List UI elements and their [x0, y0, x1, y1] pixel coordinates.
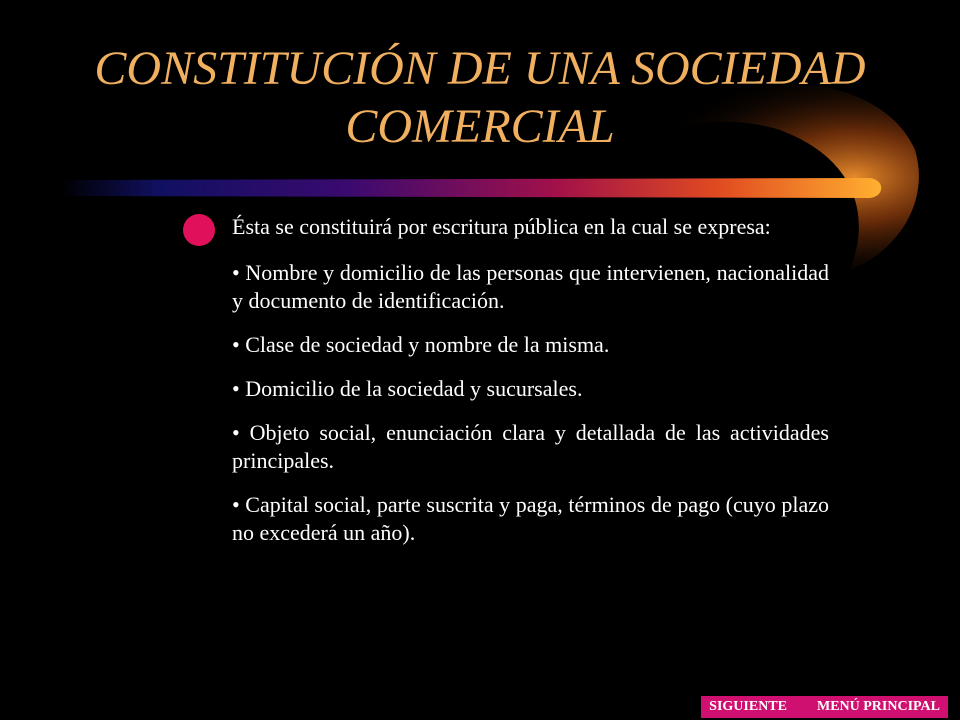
list-item: • Domicilio de la sociedad y sucursales.	[232, 376, 583, 401]
title-line-2: COMERCIAL	[345, 100, 615, 153]
list-item: • Nombre y domicilio de las personas que intervienen, nacionalidad y documento de identificación.	[232, 260, 829, 313]
title-line-1: CONSTITUCIÓN DE UNA SOCIEDAD	[94, 42, 866, 95]
next-button[interactable]: SIGUIENTE	[709, 699, 787, 714]
list-item: • Capital social, parte suscrita y paga, términos de pago (cuyo plazo no excederá un año).	[232, 492, 829, 545]
slide-body	[232, 213, 829, 563]
list-item: • Objeto social, enunciación clara y detallada de las actividades principales.	[232, 420, 829, 473]
intro-text: Ésta se constituirá por escritura pública en la cual se expresa:	[232, 214, 771, 239]
slide-title	[80, 40, 880, 156]
bullet-circle-icon	[183, 214, 215, 246]
navigation-bar	[701, 696, 948, 718]
list-item: • Clase de sociedad y nombre de la misma.	[232, 332, 610, 357]
main-menu-button[interactable]: MENÚ PRINCIPAL	[816, 699, 940, 714]
